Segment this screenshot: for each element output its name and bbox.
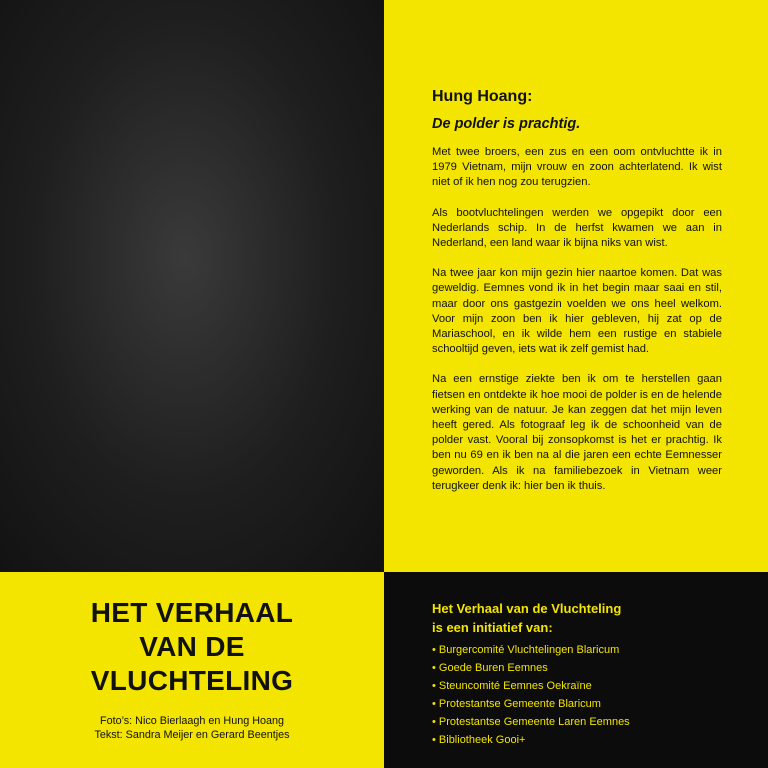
initiative-list-item: • Goede Buren Eemnes: [432, 662, 548, 674]
initiative-heading: [432, 599, 738, 637]
credit-text: Tekst: Sandra Meijer en Gerard Beentjes: [94, 729, 290, 741]
initiative-list-item: • Steuncomité Eemnes Oekraïne: [432, 680, 592, 692]
credit-photos: Foto’s: Nico Bierlaagh en Hung Hoang: [99, 715, 285, 727]
title-line: VAN DE: [139, 631, 245, 662]
initiative-list-item: • Burgercomité Vluchtelingen Blaricum: [432, 644, 620, 656]
initiative-heading-line: is een initiatief van:: [432, 620, 553, 635]
story-panel: [384, 0, 768, 572]
title-line: VLUCHTELING: [90, 665, 294, 696]
initiative-heading-line: Het Verhaal van de Vluchteling: [432, 601, 622, 616]
credits: [0, 714, 384, 742]
story-paragraph: Als bootvluchtelingen werden we opgepikt door een Nederlands schip. In de herfst kwamen we aan in Nederland, een land waar ik bijna niks van wist.: [432, 206, 722, 250]
portrait-photo: [0, 0, 384, 572]
initiative-panel: [384, 572, 768, 768]
initiative-list: [432, 641, 738, 749]
story-paragraph: Met twee broers, een zus en een oom ontvluchtte ik in 1979 Vietnam, mijn vrouw en zoon achterlatend. Ik wist niet of ik hen nog zou terugzien.: [432, 146, 722, 189]
story-subtitle: De polder is prachtig.: [432, 116, 581, 132]
title-panel: [0, 572, 384, 768]
page-title: [0, 596, 384, 698]
initiative-list-item: • Protestantse Gemeente Laren Eemnes: [432, 716, 630, 728]
title-line: HET VERHAAL: [90, 597, 294, 628]
story-name: Hung Hoang:: [432, 88, 533, 105]
story-paragraph: Na een ernstige ziekte ben ik om te herstellen gaan fietsen en ontdekte ik hoe mooi de polder is en de helende werking van de natuur. Je kan zeggen dat het mijn leven heeft gered. Als fotograaf leg ik de schoonheid van de polder vast. Vooral bij zonsopkomst is het er prachtig. Ik ben nu 69 en ik ben na al die jaren een echte Eemnesser geworden. Als ik na familiebezoek in Vietnam weer terugkeer denk ik: hier ben ik thuis.: [432, 373, 722, 492]
story-paragraph: Na twee jaar kon mijn gezin hier naartoe komen. Dat was geweldig. Eemnes vond ik in het begin maar saai en stil, maar door ons gastgezin voelden we ons heel welkom. Voor mijn zoon ben ik hier gebleven, hij zat op de Mariaschool, en ik wilde hem een rustige en stabiele schooltijd geven, iets wat ik zelf gemist had.: [432, 267, 722, 356]
initiative-list-item: • Bibliotheek Gooi+: [432, 734, 526, 746]
initiative-list-item: • Protestantse Gemeente Blaricum: [432, 698, 601, 710]
portrait-photo-placeholder: [0, 0, 384, 572]
